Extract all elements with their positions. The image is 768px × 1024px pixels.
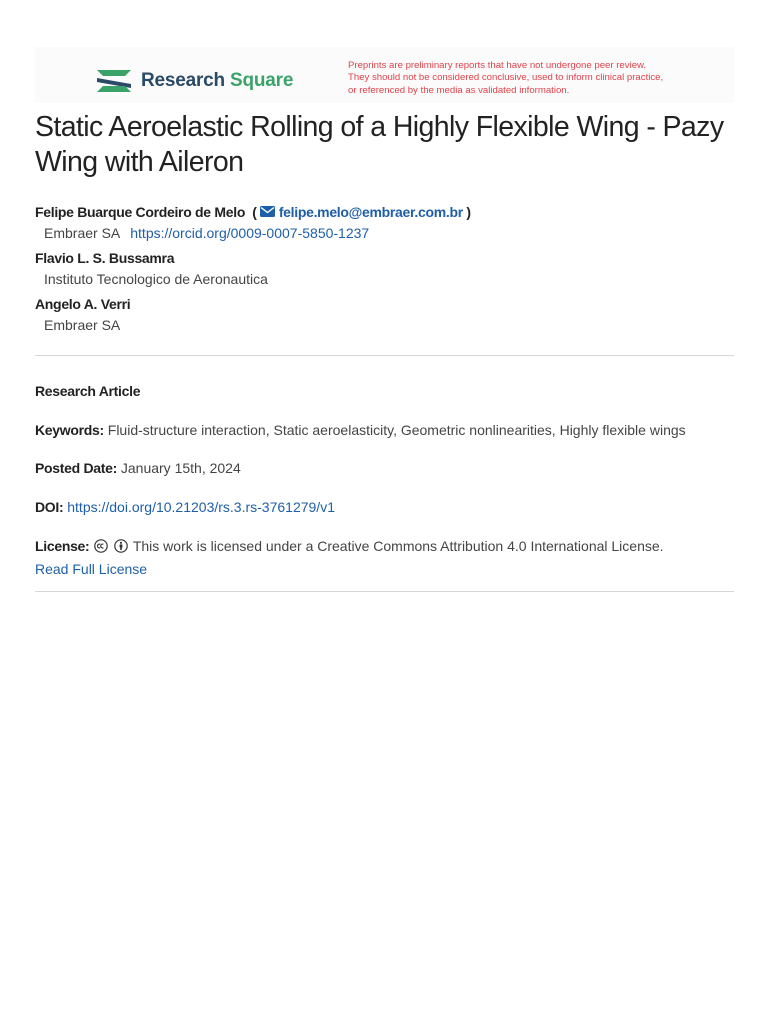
posted-date-row [35, 458, 734, 478]
author-affiliation [44, 222, 734, 244]
doi-link[interactable]: https://doi.org/10.21203/rs.3.rs-3761279/v1 [67, 499, 335, 515]
research-square-logo-icon [95, 66, 133, 96]
doi-row [35, 497, 734, 517]
author-entry [35, 294, 734, 314]
author-name: Felipe Buarque Cordeiro de Melo [35, 204, 246, 220]
author-name: Angelo A. Verri [35, 296, 131, 312]
disclaimer-line: They should not be considered conclusive, used to inform clinical practice, [348, 72, 664, 84]
orcid-link[interactable]: https://orcid.org/0009-0007-5850-1237 [130, 225, 370, 241]
author-email-link[interactable]: felipe.melo@embraer.com.br [278, 204, 463, 220]
divider [35, 355, 734, 356]
keywords-row [35, 420, 734, 440]
brand-word-square: Square [229, 70, 294, 91]
disclaimer-line: Preprints are preliminary reports that have not undergone peer review. [348, 60, 647, 71]
author-list [35, 202, 734, 340]
author-entry [35, 248, 734, 268]
author-affiliation [44, 314, 734, 336]
license-link-row [35, 559, 734, 579]
keywords-label: Keywords: [35, 422, 104, 438]
affiliation-text: Embraer SA [44, 317, 121, 333]
brand-word-research: Research [141, 70, 225, 91]
affiliation-text: Instituto Tecnologico de Aeronautica [44, 271, 268, 287]
header-banner [35, 47, 734, 103]
brand-name [141, 70, 293, 92]
license-row [35, 536, 734, 556]
preprint-disclaimer [348, 60, 728, 97]
attribution-icon [114, 539, 128, 553]
license-text: This work is licensed under a Creative Commons Attribution 4.0 International License. [132, 538, 664, 554]
keywords-value: Fluid-structure interaction, Static aeroelasticity, Geometric nonlinearities, Highly flexible wings [107, 422, 686, 438]
article-type-label: Research Article [35, 383, 141, 399]
affiliation-text: Embraer SA [44, 225, 121, 241]
envelope-icon [260, 206, 275, 217]
article-title: Static Aeroelastic Rolling of a Highly Flexible Wing - Pazy Wing with Aileron [35, 111, 724, 178]
license-label: License: [35, 538, 90, 554]
article-type [35, 381, 734, 401]
creative-commons-icon [94, 539, 108, 553]
posted-date-label: Posted Date: [35, 460, 117, 476]
author-name: Flavio L. S. Bussamra [35, 250, 175, 266]
disclaimer-line: or referenced by the media as validated information. [348, 84, 570, 96]
research-square-logo[interactable] [95, 66, 293, 96]
author-affiliation [44, 268, 734, 290]
posted-date-value: January 15th, 2024 [120, 460, 241, 476]
email-group: ( felipe.melo@embraer.com.br ) [248, 204, 471, 220]
author-entry [35, 202, 734, 222]
doi-label: DOI: [35, 499, 64, 515]
read-full-license-link[interactable]: Read Full License [35, 561, 148, 577]
divider [35, 591, 734, 592]
